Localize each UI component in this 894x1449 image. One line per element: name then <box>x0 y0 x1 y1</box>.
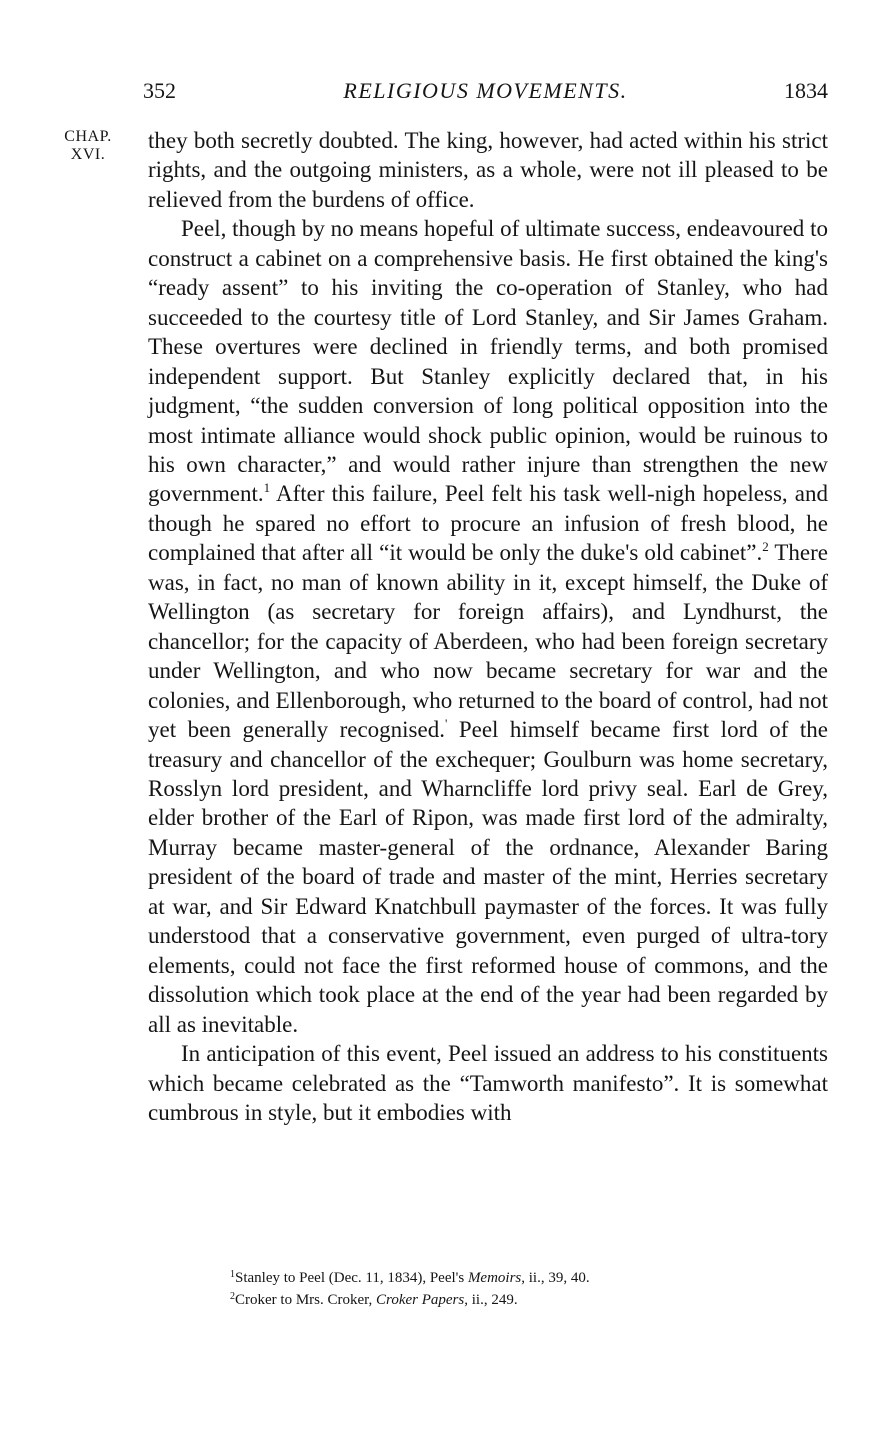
footnote <box>230 1289 830 1311</box>
paragraph <box>148 126 828 214</box>
footnote-text: , ii., 39, 40. <box>521 1270 590 1286</box>
footnote-work-title: Memoirs <box>467 1270 522 1286</box>
footnote <box>230 1267 830 1289</box>
paragraph-text: Peel himself became first lord of the treasury and chancellor of the exchequer; Goulburn was home secretary, Rosslyn lord president, and Wharncliffe lord privy seal. Earl de Grey, elder brother of the Earl of Ripon, was made first lord of the admiralty, Murray became master-general of the ordnance, Alexander Baring president of the board of trade and master of the mint, Herries secretary at war, and Sir Edward Knatchbull paymaster of the forces. It was fully understood that a conservative government, even purged of ultra-tory elements, could not face the first reformed house of commons, and the dissolution which took place at the end of the year had been regarded by all as inevitable. <box>148 717 828 1037</box>
paragraph <box>148 1039 828 1127</box>
running-title: RELIGIOUS MOVEMENTS. <box>343 78 628 103</box>
paragraph-text: After this failure, Peel felt his task well-nigh hopeless, and though he spared no effort to procure an infusion of fresh blood, he complained that after all “it would be only the duke's old cabinet”. <box>148 481 828 566</box>
chapter-label <box>38 128 138 164</box>
chapter-label-number: XVI. <box>70 146 106 163</box>
footnote-mark: 2 <box>230 1291 235 1302</box>
paragraph-text: Peel, though by no means hopeful of ultimate success, endeavoured to construct a cabinet on a comprehensive basis. He first obtained the king's “ready assent” to his inviting the co-operation of Stanley, who had succeeded to the courtesy title of Lord Stanley, and Sir James Graham. These overtures were declined in friendly terms, and both promised independent support. But Stanley explicitly declared that, in his judgment, “the sudden conversion of long political opposition into the most intimate alliance would shock public opinion, would be ruinous to his own character,” and would rather injure than strengthen the new government. <box>148 216 828 507</box>
body-text <box>148 126 828 1127</box>
header-year: 1834 <box>784 78 828 103</box>
paragraph <box>148 214 828 1039</box>
footnote-text: Stanley to Peel (Dec. 11, 1834), Peel's <box>235 1270 468 1286</box>
footnote-mark: 1 <box>230 1269 235 1280</box>
paragraph-text: they both secretly doubted. The king, however, had acted within his strict rights, and the outgoing ministers, as a whole, were not ill pleased to be relieved from the burdens of office. <box>148 128 828 212</box>
footnote-ref: 1 <box>263 480 271 496</box>
footnote-text: , ii., 249. <box>464 1292 518 1308</box>
chapter-label-line: CHAP. <box>64 128 112 145</box>
paragraph-text: In anticipation of this event, Peel issued an address to his constituents which became celebrated as the “Tamworth manifesto”. It is somewhat cumbrous in style, but it embodies with <box>148 1041 828 1125</box>
footnote-text: Croker to Mrs. Croker, <box>235 1292 377 1308</box>
paragraph-text: There was, in fact, no man of known ability in it, except himself, the Duke of Wellington (as secretary for foreign affairs), and Lyndhurst, the chancellor; for the capacity of Aberdeen, who had been foreign secretary under Wellington, and who now became secretary for war and the colonies, and Ellenborough, who returned to the board of control, had not yet been generally recognised. <box>148 540 828 743</box>
footnote-ref: ' <box>444 716 448 732</box>
footnotes <box>230 1267 830 1311</box>
page-header <box>143 78 828 112</box>
footnote-ref: 2 <box>762 539 769 555</box>
footnote-work-title: Croker Papers <box>376 1292 465 1308</box>
page-number: 352 <box>143 78 176 103</box>
